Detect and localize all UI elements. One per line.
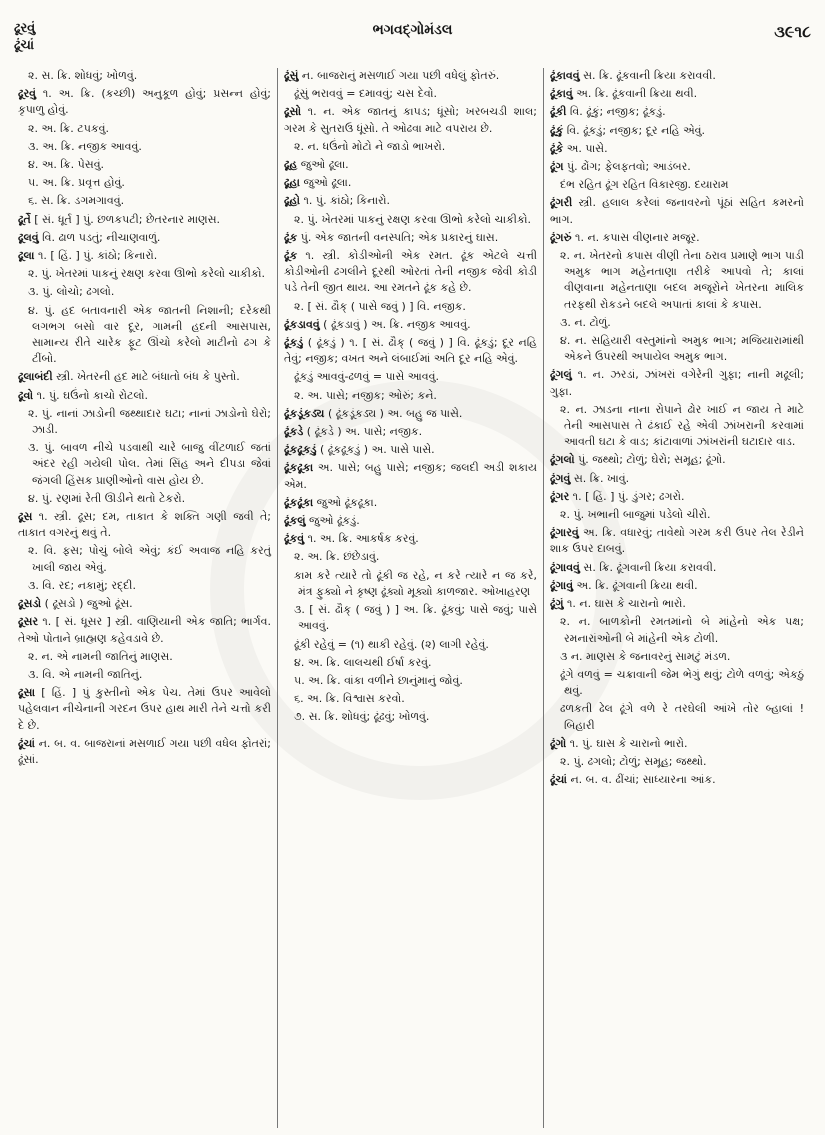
headword: ઢૂંકાવું [550, 87, 573, 101]
definition-text: ૨. સ. ક્રિ. શોધવું; ખોળવું. [28, 69, 138, 82]
headword: ઢૂંચાં [550, 773, 567, 787]
sense-line [18, 667, 271, 683]
definition-text: સ. ક્રિ. ઢૂંગવાની ક્રિયા કરાવવી. [579, 560, 717, 574]
headword: ઢૂંચાં [18, 736, 35, 750]
definition-text: જુઓ ઢૂંકડું. [305, 514, 360, 528]
definition-text: ઢૂંગે વળવું = ચક્રાવાની જેમ ભેગું થવું; ટોળે વળવું; એકઠું થવું. [560, 667, 804, 698]
definition-text: ( ઢૂંકડૂંકડ્ય ) અ. બહુ જ પાસે. [324, 406, 463, 420]
headword: ઢૂંકે [550, 141, 564, 155]
definition-text: ૧. [ સં. ધૂસર ] સ્ત્રી. વાણિયાની એક જાતિ; ભાર્ગવ. તેઓ પોતાને બ્રાહ્મણ કહેવડાવે છે. [18, 615, 271, 645]
headword: ઢૂંકઢૂંકા [284, 495, 314, 509]
definition-text: ૧. ન. એક જાતનું કાપડ; ધૂંસો; ખરબચડી શાલ; ગરમ કે સુતરાઉ ધૂંસો. તે ઓઢવા માટે વપરાય છે. [284, 105, 537, 135]
dictionary-entry [284, 230, 537, 246]
sense-line [18, 175, 271, 191]
definition-text: જુઓ ઢૂલા. [297, 158, 349, 172]
headword: ઢૂંગલું [550, 368, 572, 382]
definition-text: ૨. [ સં. ઢૌક્ ( પાસે જવું ) ] વિ. નજીક. [294, 299, 466, 313]
sense-line [550, 667, 804, 699]
dictionary-entry [550, 736, 804, 752]
dictionary-entry [18, 685, 271, 734]
sense-line [284, 299, 537, 315]
headword: ઢૂંકાવવું [550, 69, 580, 82]
dictionary-entry [284, 424, 537, 440]
dictionary-columns [12, 68, 815, 1128]
headword: ઢૂંગાવવું [550, 560, 580, 574]
dictionary-entry [284, 495, 537, 511]
definition-text: અ. પાસે. [563, 141, 608, 155]
definition-text: ૩. વિ. એ નામની જાતિનું. [28, 667, 143, 681]
column-2 [278, 68, 544, 1128]
headword: ઢૂંકવું [284, 532, 305, 546]
definition-text: ૨. અ. પાસે; નજીક; ઓરું; કને. [294, 388, 437, 402]
sense-line [550, 507, 804, 523]
definition-text: પું. ઢોંગ; ફેલફતવો; આડંબર. [563, 160, 691, 174]
definition-text: પું. એક જાતની વનસ્પતિ; એક પ્રકારનું ઘાસ. [297, 230, 499, 244]
definition-text: સ્ત્રી. ખેતરની હદ માટે બંધાતો બંધ કે પુસ્તો. [52, 370, 240, 384]
sense-line [18, 578, 271, 594]
definition-text: વિ. ઢૂંકડું; નજીક; દૂર નહિ એવું. [563, 123, 706, 137]
definition-text: ૫. અ. ક્રિ. પ્રવૃત્ત હોવું. [28, 176, 125, 190]
definition-text: સ્ત્રી. હલાલ કરેલાં જનાવરનો પૂંઠાં સહિત કમરનો ભાગ. [550, 196, 804, 226]
book-title: ભગવદ્ગોમંડલ [372, 22, 453, 38]
dictionary-entry [18, 212, 271, 228]
definition-text: ૭. સ. ક્રિ. શોધવું; ઢૂંઢવું; ખોળવું. [294, 710, 430, 724]
sense-line [18, 440, 271, 489]
dictionary-entry [550, 230, 804, 246]
headword: ઢૂંગારવું [550, 526, 579, 540]
dictionary-entry [550, 525, 804, 557]
definition-text: ઢળકતી ઢેલ ઢૂંગે વળે રે તરઘેલી આંખે તોર બ્હાલાં ! બિહારી [560, 702, 804, 732]
definition-text: ૨. અ. ક્રિ. ટપકવું. [28, 121, 109, 135]
dictionary-entry [18, 369, 271, 385]
page-number: ૩૯૧૮ [774, 22, 811, 41]
headword: ઢૂંકડે [284, 425, 304, 439]
definition-text: ૨. પું. ખેતરમાં પાકનું રક્ષણ કરવા ઊભો કરેલો ચાકીકો. [294, 212, 531, 226]
sense-line [550, 333, 804, 365]
headword: ઢૂંકડું [284, 336, 304, 350]
definition-text: ૩. ન. ટોળું. [560, 315, 611, 329]
definition-text: ૩. પું. લોચો; ઢગલો. [28, 285, 115, 299]
guide-word-last: ઢૂંચાં [14, 38, 35, 53]
headword: ઢૂંકી [550, 105, 567, 119]
definition-text: ૨. ન. ઝાડના નાના રોપાને ઢોર ખાઈ ન જાય તે માટે તેની આસપાસ તે ઢંકાઈ રહે એવી ઝાંખરાની કરવામાં આવતી ઘટા કે વાડ; કાંટાવાળાં ઝાંખરાંની ઘટાદાર વાડ. [560, 402, 804, 449]
definition-text: અ. ક્રિ. વધારવું; તાવેથો ગરમ કરી ઉપર તેલ રેડીને શાક ઉપર દાબવું. [550, 526, 804, 556]
definition-text: ૩. અ. ક્રિ. નજીક આવવું. [28, 139, 142, 153]
sense-line [18, 649, 271, 665]
definition-text: ૬. અ. ક્રિ. વિશ્વાસ કરવો. [294, 692, 405, 706]
dictionary-entry [550, 596, 804, 612]
definition-text: ૩. [ સં. ઢૌક્ ( જવું ) ] અ. ક્રિ. ઢૂંકવું; પાસે જવું; પાસે આવવું. [294, 603, 537, 633]
dictionary-entry [284, 513, 537, 529]
dictionary-entry [550, 452, 804, 468]
definition-text: ઢૂંકી રહેવું = (૧) થાકી રહેવું. (૨) લાગી રહેવું. [294, 637, 489, 651]
definition-text: ૧. ન. ઝરડાં, ઝાંખરાં વગેરેની ગુફા; નાની મઢૂલી; ગુફા. [550, 368, 804, 398]
dictionary-entry [550, 104, 804, 120]
dictionary-entry [284, 68, 537, 84]
definition-text: ૪. અ. ક્રિ. પેસવું. [28, 158, 105, 172]
dictionary-entry [284, 460, 537, 492]
dictionary-entry [550, 489, 804, 505]
definition-text: ૧. [ હિં. ] પું. ડુંગર; ઢગરો. [569, 489, 685, 503]
headword: ઢૂંગું [550, 597, 564, 611]
headword: ઢૂંકઢૂકા [284, 461, 314, 475]
sense-line [284, 637, 537, 653]
headword: ઢૂહા [284, 176, 300, 190]
definition-text: ૨. પું. ઢગલો; ટોળું; સમૂહ; જથ્થો. [560, 754, 707, 768]
dictionary-entry [284, 531, 537, 547]
sense-line [284, 86, 537, 102]
definition-text: ૪. ન. સહિયારી વસ્તુમાંનો અમુક ભાગ; મજિયારામાંથી એકને ઉપરથી અપાયેલ અમુક ભાગ. [560, 334, 804, 364]
dictionary-entry [550, 141, 804, 157]
definition-text: ૨. ન. એ નામની જાતિનું માણસ. [28, 649, 173, 663]
definition-text: ૪. પું. હદ બતાવનારી એક જાતની નિશાની; દરેકથી લગભગ બસો વાર દૂર, ગામની હદની આસપાસ, સામાન્ય રીતે ચારેક ફૂટ ઊંચો કરેલો માટીનો ઢગ કે ટીંબો. [28, 303, 271, 366]
sense-line [18, 303, 271, 368]
definition-text: ૨. પું. નાનાં ઝાડોની જથ્થાદાર ઘટા; નાનાં ઝાડોનો ઘેરો; ઝાડી. [28, 406, 271, 437]
sense-line [284, 369, 537, 385]
sense-line [284, 673, 537, 689]
sense-line [550, 614, 804, 646]
definition-text: સ. ક્રિ. ઢૂંકવાની ક્રિયા કરાવવી. [579, 69, 716, 82]
definition-text: ૨. અ. ક્રિ. છંછેડાવું. [294, 550, 380, 564]
sense-line [284, 549, 537, 565]
definition-text: ( ઢૂંકઢૂકડું ) અ. પાસે પાસે. [316, 443, 435, 457]
headword: ઢૂંસું [284, 69, 299, 82]
column-3 [544, 68, 810, 1128]
definition-text: સ. ક્રિ. ખાવું. [570, 471, 630, 485]
headword: ઢૂહ [284, 158, 298, 172]
sense-line [18, 121, 271, 137]
headword: ઢૂંક [284, 249, 298, 263]
dictionary-entry [550, 159, 804, 175]
headword: ઢૂંગો [550, 736, 567, 750]
headword: ઢૂલવું [18, 230, 39, 244]
definition-text: ૨. ન. બાળકોની રમતમાંનો બે માંહેનો એક પક્ષ; રમનારાંઓની બે માંહેની એક ટોળી. [560, 615, 804, 645]
sense-line [18, 157, 271, 173]
sense-line [284, 655, 537, 671]
definition-text: [ સં. ધૂર્ત ] પું. છળકપટી; છેતરનાર માણસ. [30, 212, 221, 226]
sense-line [550, 754, 804, 770]
dictionary-entry [18, 736, 271, 768]
sense-line [284, 388, 537, 404]
sense-line [550, 315, 804, 331]
definition-text: ૧. પું. ઘઉંનો કાચો રોટલો. [33, 388, 148, 402]
sense-line [550, 649, 804, 665]
headword: ઢૂહો [284, 194, 301, 208]
dictionary-entry [18, 230, 271, 246]
headword: ઢૂંગરી [550, 196, 573, 210]
definition-text: ૧. [ હિં. ] પું. કાંઠો; કિનારો. [34, 249, 158, 263]
definition-text: ૪. પું. રણમાં રેતી ઊડીને થતો ટેકરો. [28, 491, 186, 505]
headword: ઢૂંકડાવવું [284, 317, 320, 331]
definition-text: ૧. ન. ઘાસ કે ચારાનો ભારો. [563, 597, 686, 611]
dictionary-entry [284, 406, 537, 422]
sense-line [18, 266, 271, 282]
definition-text: ઢૂંકડું આવવું-ઢળવું = પાસે આવવું. [294, 370, 439, 384]
dictionary-entry [284, 193, 537, 209]
definition-text: ન. બ. વ. ઢીંચાં; સાધ્યારના આંક. [566, 773, 716, 787]
definition-text: ૧. અ. ક્રિ. આકર્ષક કરવું. [304, 532, 419, 546]
definition-text: ૧. સ્ત્રી. કોડીઓની એક રમત. ઢૂંક એટલે ચત્તી કોડીઓની ઢગલીને દૂરથી ઓરતાં તેની નજીક જેવી કોડી પડે તેની જીત થાય. આ રમતને ઢૂંક કહે છે. [284, 249, 537, 295]
definition-text: ( ઢૂંકડે ) અ. પાસે; નજીક. [303, 425, 423, 439]
headword: ઢૂલા [18, 249, 35, 263]
definition-text: [ હિં. ] પું કુસ્તીનો એક પેચ. તેમાં ઉપર આવેલો પહેલવાન નીચેનાની ગરદન ઉપર હાથ મારી તેને ચત્તો કરી દે છે. [18, 686, 271, 732]
headword: ઢૂલાબંદી [18, 370, 53, 384]
headword: ઢૂંકું [550, 123, 564, 137]
dictionary-entry [550, 123, 804, 139]
dictionary-entry [284, 442, 537, 458]
dictionary-entry [550, 367, 804, 399]
guide-word-first: ઢૂરવું [14, 21, 36, 36]
sense-line [284, 568, 537, 600]
sense-line [284, 709, 537, 725]
definition-text: ૨. ન. ધઉંનો મોટો ને જાડો ભાખરો. [294, 139, 446, 153]
definition-text: ( ઢૂસડો ) જુઓ ઢૂંસ. [41, 597, 133, 611]
headword: ઢૂંકલું [284, 514, 306, 528]
definition-text: અ. ક્રિ. ઢૂંગવાની ક્રિયા થવી. [573, 578, 698, 592]
definition-text: ૨. વિ. ફસ; પોચું બોલે એવું; કંઈ અવાજ નહિ કરતું ખાલી જાય એવું. [28, 544, 271, 574]
sense-line [550, 701, 804, 733]
dictionary-entry [18, 248, 271, 264]
sense-line [18, 406, 271, 438]
sense-line [18, 543, 271, 575]
definition-text: ૧. ન. કપાસ વીણનાર મજૂર. [571, 230, 700, 244]
dictionary-entry [18, 388, 271, 404]
sense-line [284, 139, 537, 155]
definition-text: પું. જથ્થો; ટોળું; ઘેરો; સમૂહ; ઢૂંગો. [574, 453, 726, 467]
sense-line [284, 691, 537, 707]
definition-text: ૧. સ્ત્રી. ઢૂસ; દમ, તાકાત કે શક્તિ ગણી જવી તે; તાકાત વગરનું થવું તે. [18, 510, 271, 540]
sense-line [18, 193, 271, 209]
headword: ઢૂરવું [18, 87, 37, 101]
definition-text: અ. ક્રિ. ઢૂંકવાની ક્રિયા થવી. [572, 87, 698, 101]
sense-line [18, 139, 271, 155]
definition-text: ૧. પું. ઘાસ કે ચારાનો ભારો. [566, 736, 688, 750]
dictionary-entry [18, 596, 271, 612]
headword: ઢૂંકઢૂકડું [284, 443, 317, 457]
definition-text: ( ઢૂંકડું ) ૧. [ સં. ઢૌક્ ( જવું ) ] વિ. ઢૂંકડું; દૂર નહિ તેવું; નજીક; વખત અને લંબાઈમાં અતિ દૂર નહિ એવું. [284, 336, 537, 366]
definition-text: ૨. પું. ખેતરમાં પાકનું રક્ષણ કરવા ઊભો કરેલો ચાકીકો. [28, 267, 265, 281]
headword: ઢૂંગરું [550, 230, 572, 244]
definition-text: ૫. અ. ક્રિ. વાંકા વળીને છાનુંમાનું જોવું. [294, 673, 463, 687]
headword: ઢૂંગ [550, 160, 564, 174]
dictionary-entry [18, 614, 271, 646]
sense-line [18, 68, 271, 84]
headword: ઢૂંગલો [550, 453, 575, 467]
definition-text: ન. બાજરાનું મસળાઈ ગયા પછી વધેલું ફોતરું. [298, 69, 500, 82]
definition-text: જુઓ ઢૂલા. [299, 176, 352, 190]
headword: ઢૂંગર [550, 489, 570, 503]
definition-text: અ. પાસે; બહુ પાસે; નજીક; જલદી અડી શકાય એમ. [284, 461, 537, 491]
definition-text: ૧. પું. કાંઠો; કિનારો. [300, 194, 390, 208]
dictionary-entry [284, 157, 537, 173]
dictionary-entry [550, 68, 804, 84]
dictionary-entry [550, 772, 804, 788]
dictionary-entry [18, 509, 271, 541]
definition-text: વિ. ઢૂંકું; નજીક; ઢૂંકડું. [566, 105, 666, 119]
headword: ઢૂવો [18, 388, 34, 402]
sense-line [550, 402, 804, 451]
page-header [0, 0, 825, 62]
dictionary-entry [550, 471, 804, 487]
sense-line [550, 177, 804, 193]
definition-text: ( ઢૂંકડાવું ) અ. ક્રિ. નજીક આવવું. [319, 317, 471, 331]
definition-text: ૩ ન. માણસ કે જનાવરનું સામટું મંડળ. [560, 649, 731, 663]
definition-text: કામ કરે ત્યારે તો ઢૂંકી જ રહે, ન કરે ત્યારે ન જ કરે, મંત્ર ફુક્યો ને કૃષ્ણ ઢૂંક્યો મૂક્યો કાળજાર. ઓખાહરણ [294, 568, 537, 598]
sense-line [18, 284, 271, 300]
definition-text: ૬. સ. ક્રિ. ડગમગાવવું. [28, 194, 125, 208]
dictionary-entry [284, 248, 537, 297]
headword: ઢૂસર [18, 615, 39, 629]
definition-text: ૧. અ. ક્રિ. (કચ્છી) અનુકૂળ હોવું; પ્રસન્ન હોવું; કૃપાળુ હોવું. [18, 87, 271, 117]
dictionary-entry [550, 560, 804, 576]
definition-text: ન. બ. વ. બાજરાનાં મસળાઈ ગયા પછી વધેલ ફોતરાં; ઢૂંસાં. [18, 736, 271, 766]
dictionary-entry [550, 578, 804, 594]
definition-text: ૪. અ. ક્રિ. લાલચથી ઈર્ષા કરવું. [294, 655, 432, 669]
definition-text: ૩. વિ. રદ; નકામું; રદ્દી. [28, 578, 136, 592]
headword: ઢૂંક [284, 230, 298, 244]
headword: ઢૂંગાવું [550, 578, 574, 592]
dictionary-entry [550, 86, 804, 102]
headword: ઢૂંકડૂંકડ્ય [284, 406, 325, 420]
sense-line [284, 602, 537, 634]
headword: ઢૂંગવું [550, 471, 571, 485]
sense-line [284, 212, 537, 228]
headword: ઢૂસો [284, 105, 302, 119]
dictionary-entry [284, 104, 537, 136]
headword: ઢૂસડો [18, 597, 42, 611]
dictionary-entry [550, 195, 804, 227]
column-1 [12, 68, 278, 1128]
definition-text: ૨. ન. ખેતરનો કપાસ વીણી તેના ઠરાવ પ્રમાણે ભાગ પાડી અમુક ભાગ મહેનતાણા તરીકે આપવો તે; કાલાં વીણવાના મહેનતાણા બદલ મજૂરોને ખેતરના માલિક તરફથી રોકડને બદલે અપાતાં કાલાં કે કપાસ. [560, 249, 804, 311]
headword: ઢૂસા [18, 686, 36, 700]
definition-text: વિ. ઢાળ પડતું; નીચાણવાળું. [38, 230, 161, 244]
definition-text: દંભ રહિત ઢૂંગ રહિત વિકારજી. દયારામ [560, 178, 729, 192]
dictionary-entry [284, 317, 537, 333]
definition-text: ૩. પું. બાવળ નીચે પડવાથી ચારે બાજુ વીંટળાઈ જતાં અંદર રહી ગયેલી પોલ. તેમાં સિંહ અને દીપડા જેવાં જંગલી હિંસક પ્રાણીઓનો વાસ હોય છે. [28, 441, 271, 487]
dictionary-entry [284, 175, 537, 191]
definition-text: ઢૂંસું ભરાવવું = દમાવવું; ચસ દેવો. [294, 87, 437, 101]
sense-line [550, 248, 804, 313]
dictionary-entry [18, 86, 271, 118]
sense-line [18, 491, 271, 507]
headword: ઢૂસ [18, 510, 33, 524]
dictionary-entry [284, 335, 537, 367]
definition-text: જુઓ ઢૂંકઢૂકા. [313, 495, 378, 509]
definition-text: ૨. પું. ખભાની બાજુમાં પડેલો ચીરો. [560, 508, 711, 522]
headword: ઢૂર્તે [18, 212, 31, 226]
